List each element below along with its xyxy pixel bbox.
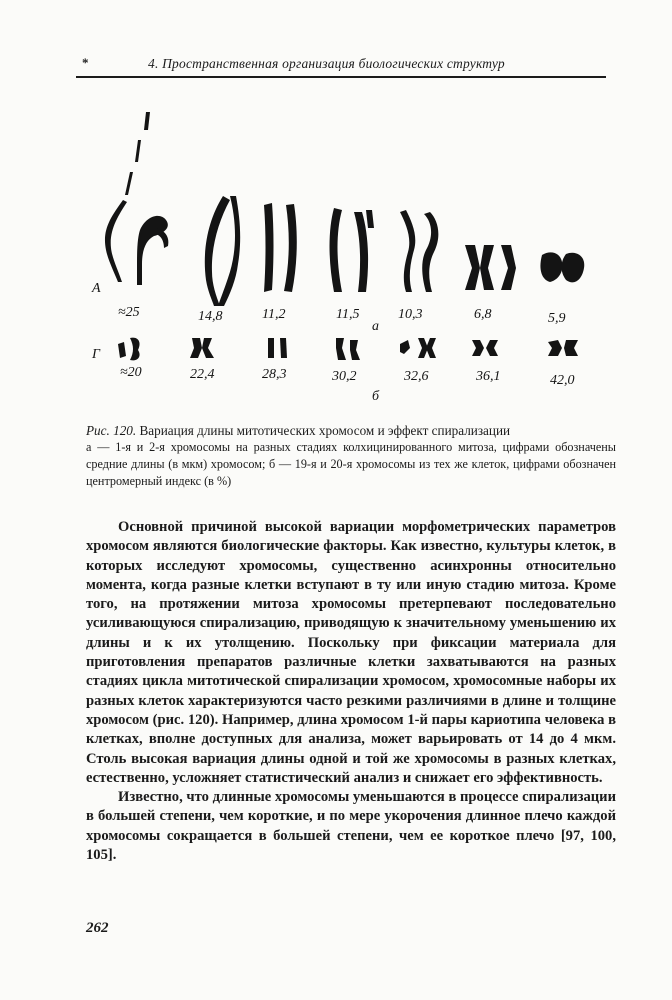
index-value: ≈20: [120, 365, 142, 380]
length-value: 11,2: [262, 307, 286, 322]
chromosome-pair-1: [105, 112, 168, 285]
chromosome-pair-7: [540, 252, 584, 282]
row-a-label: A: [92, 281, 101, 296]
chromosome-figure: [80, 100, 600, 405]
page-number: 262: [86, 920, 109, 936]
panel-b-letter: б: [372, 389, 380, 404]
length-value: 6,8: [474, 307, 492, 322]
length-value: 10,3: [398, 307, 423, 322]
index-value: 32,6: [404, 369, 429, 384]
chromosome-pair-5: [400, 210, 438, 292]
chromosome-pair-4: [330, 208, 375, 292]
caption-text: а — 1-я и 2-я хромосомы на разных стадиях колхицинированного митоза, цифрами обозначены средние длины (в мкм) хромосом; б — 19-я и 20-я хромосомы из тех же клеток, цифрами обозначен центромерный индекс (в %): [86, 440, 616, 488]
running-header: [76, 54, 606, 78]
index-value: 42,0: [550, 373, 575, 388]
chromosome-pair-6: [465, 245, 516, 290]
small-chromosomes-row: [118, 338, 578, 361]
index-value: 22,4: [190, 367, 215, 382]
length-value: 5,9: [548, 311, 566, 326]
row-b-label: Г: [92, 347, 100, 362]
length-value: ≈25: [118, 305, 140, 320]
figure-caption: [86, 422, 616, 490]
index-value: 36,1: [476, 369, 501, 384]
chromosome-pair-2: [205, 196, 240, 306]
chromosome-pair-3: [264, 203, 297, 292]
length-value: 11,5: [336, 307, 360, 322]
index-value: 28,3: [262, 367, 287, 382]
running-title: 4. Пространственная организация биологических структур: [148, 56, 505, 71]
caption-label: Рис. 120.: [86, 423, 137, 438]
body-text: [86, 518, 616, 865]
header-marker: *: [82, 55, 89, 70]
panel-a-letter: а: [372, 319, 379, 334]
index-value: 30,2: [332, 369, 357, 384]
paragraph: Известно, что длинные хромосомы уменьшаются в процессе спирализации в большей степени, чем короткие, и по мере укорочения длинное плечо каждой хромосомы сокращается в большей степени, чем ее короткое плечо [97, 100, 105].: [86, 789, 616, 864]
paragraph: Основной причиной высокой вариации морфометрических параметров хромосом являются биологические факторы. Как известно, культуры клеток, в которых исследуют хромосомы, существенно асинхронны относительно момента, когда разные клетки вступают в ту или иную стадию митоза. Кроме того, на протяжении митоза хромосомы претерпевают последовательно усиливающуюся спирализацию, приводящую к значительному уменьшению их длины и к их утолщению. Поскольку при фиксации материала для приготовления препаратов различные клетки захватываются на разных стадиях цикла митотической спирализации хромосом, хромосомные наборы их разных клеток характеризуются часто резкими различиями в длине и толщине хромосом (рис. 120). Например, длина хромосом 1-й пары кариотипа человека в клетках, вполне доступных для анализа, может варьировать от 14 до 4 мкм. Столь высокая вариация длины одной и той же хромосомы в разных клетках, естественно, усложняет статистический анализ и снижает его эффективность.: [86, 519, 616, 786]
length-value: 14,8: [198, 309, 223, 324]
caption-title: Вариация длины митотических хромосом и эффект спирализации: [139, 423, 511, 438]
